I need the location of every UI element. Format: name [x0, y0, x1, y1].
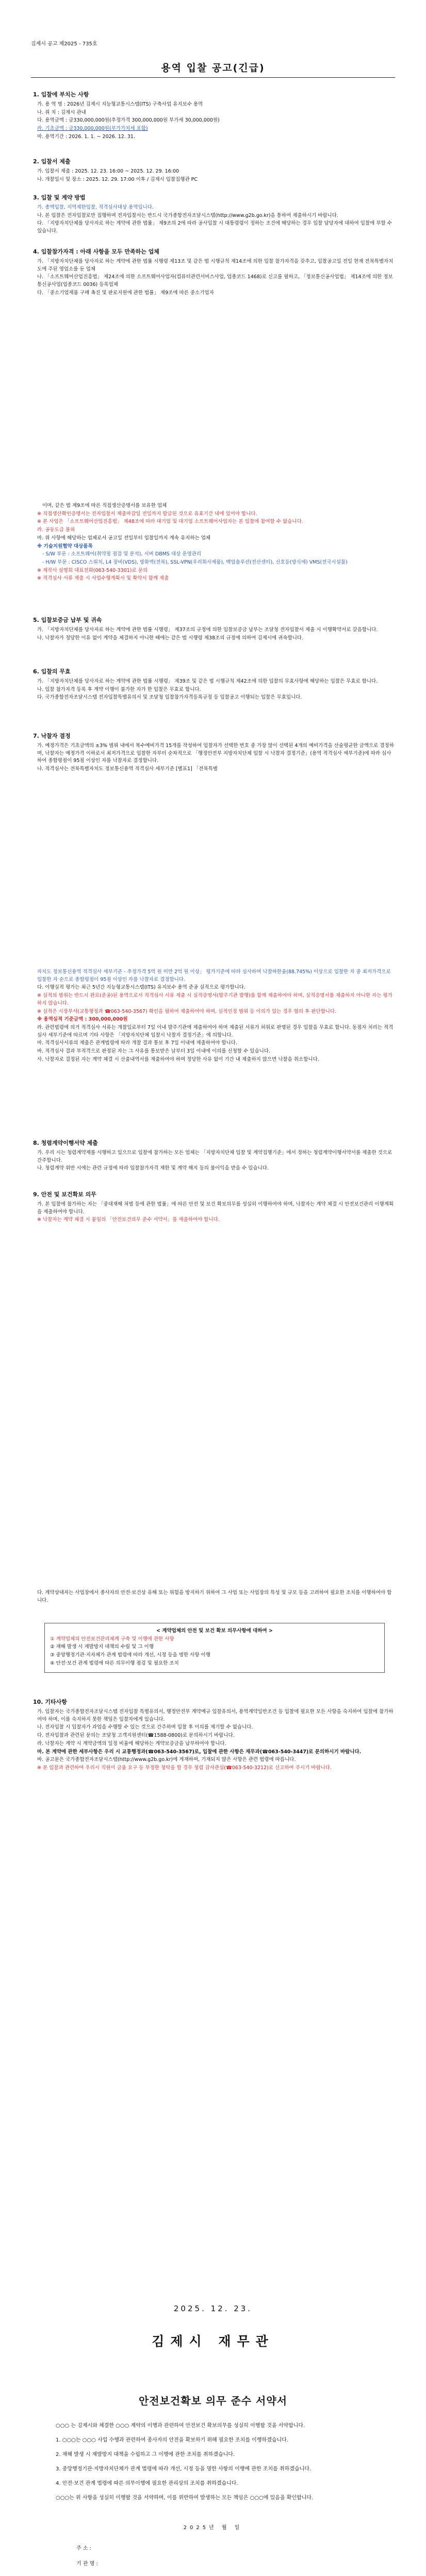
text-line: ※ 적격심사 서류 제출 시 사업수행계획서 및 확약서 함께 제출	[37, 575, 169, 582]
text-line: - S/W 부문 : 소프트웨어(취약점 점검 및 분석), 서버 DBMS 대상 운영관리	[42, 551, 202, 557]
section-heading: 10. 기타사항	[33, 1699, 67, 1705]
issue-date: 2025. 12. 23.	[173, 2304, 253, 2313]
text-line: 나. 본 입찰은 전자입찰로만 집행하며 전자입찰서는 반드시 국가종합전자조달시스템(http://www.g2b.go.kr)을 통하여 제출하시기 바랍니다.	[37, 212, 338, 218]
section-heading: 5. 입찰보증금 납부 및 귀속	[33, 617, 102, 623]
title-divider	[31, 77, 395, 78]
form-fields	[76, 2544, 370, 2576]
text-line: 다. 「중소기업제품 구매 촉진 및 판로지원에 관한 법률」 제9조에 따른 중소기업자	[37, 290, 214, 296]
text-line: 라. 기초금액 : 금330,000,000원(부가가치세 포함)	[37, 126, 148, 132]
text-line: 마. 위 사항에 해당하는 업체로서 공고일 전일부터 입찰일까지 계속 유지하는 업체	[37, 535, 211, 541]
organization-field[interactable]: 기 관 명 :	[76, 2561, 98, 2567]
section-1	[33, 90, 394, 142]
text-line: 가. 우리 시는 청렴계약제를 시행하고 있으므로 입찰에 참가하는 모든 업체는 「지방자치단체 입찰 및 계약집행기준」에서 정하는 청렴계약이행서약서를 제출한 것으로 간주합니다.	[37, 1150, 392, 1163]
text-line: 마. 적격심사서류의 제출은 관계법령에 따라 개찰 결과 통보 후 7일 이내에 제출하여야 합니다.	[37, 1040, 237, 1046]
pledge-form-title: 안전보건확보 의무 준수 서약서	[138, 2395, 288, 2407]
form-paragraph: ○○○ 는 김제시와 체결한 ○○○ 계약의 이행과 관련하여 안전보건 확보의무를 성실히 이행할 것을 서약합니다.	[56, 2423, 305, 2429]
section-8	[33, 1139, 394, 1173]
text-line: 가. 「지방자치단체를 당사자로 하는 계약에 관한 법률 시행령」 제37조의 규정에 의한 입찰보증금 납부는 조달청 전자입찰서 제출 시 이행확약서로 갈음합니다.	[37, 627, 378, 633]
issuer-signature: 김제시 재무관	[152, 2334, 274, 2349]
form-paragraph: 4. 안전·보건 관계 법령에 따른 의무이행에 필요한 관리상의 조치를 취하겠습니다.	[56, 2481, 238, 2486]
section-7-continued	[33, 969, 394, 1064]
form-paragraph: ○○○는 위 사항을 성실히 이행할 것을 서약하며, 이를 위반하여 발생하는 모든 책임은 ○○○에 있음을 확인합니다.	[56, 2495, 314, 2501]
text-line: 나. 청렴계약 위반 시에는 관련 규정에 따라 입찰참가자격 제한 및 계약 해지 등의 불이익을 받을 수 있습니다.	[37, 1165, 269, 1172]
text-line: ※ 본 사업은 「소프트웨어산업진흥법」 제48조에 따라 대기업 및 대기업 소프트웨어사업자는 본 입찰에 참여할 수 없습니다.	[37, 519, 303, 525]
text-line: 나. 개찰일시 및 장소 : 2025. 12. 29. 17:00 이후 / 김제시 입찰집행관 PC	[37, 176, 198, 182]
section-5	[33, 616, 394, 642]
text-line: ※ 실적의 범위는 반드시 완료(준공)된 용역으로서 적격심사 서류 제출 시 실적증명서(발주기관 발행)를 함께 제출하여야 하며, 실적증명서를 제출하지 아니한 자는 평가하지 않습니다.	[37, 993, 392, 1006]
section-4	[33, 247, 394, 298]
text-line: ※ 본 입찰과 관련하여 우리시 직원이 금품 요구 등 부정한 청탁을 할 경우 청렴 감사관실(☎063-540-3212)로 신고하여 주시기 바랍니다.	[37, 1765, 332, 1771]
form-paragraph: 2. 재해 발생 시 재발방지 대책을 수립하고 그 이행에 관한 조치를 취하겠습니다.	[56, 2452, 235, 2458]
text-line: 가. 입찰자는 국가종합전자조달시스템 전자입찰 특별유의서, 행정안전부 계약예규 입찰유의서, 용역계약일반조건 등 입찰에 필요한 모든 사항을 숙지하여 입찰에 참가하여야 하며, 이를 숙지하지 못한 책임은 입찰자에게 있습니다.	[37, 1709, 394, 1722]
form-paragraph: 3. 중앙행정기관·지방자치단체가 관계 법령에 따라 개선, 시정 등을 명한 사항의 이행에 관한 조치를 취하겠습니다.	[56, 2466, 312, 2472]
text-line: ※ 직접생산확인증명서는 전자입찰서 제출마감일 전일까지 발급된 것으로 유효기간 내에 있어야 합니다.	[37, 511, 257, 517]
notice-number: 김제시 공고 제2025 - 735호	[31, 41, 97, 47]
section-3	[33, 193, 394, 236]
section-heading: 8. 청렴계약이행서약 제출	[33, 1140, 98, 1146]
text-line: 다. 국가종합전자조달시스템 전자입찰특별유의서 및 조달청 입찰참가자격등록규정 등 입찰공고 이행되는 입찰은 무효입니다.	[37, 694, 302, 701]
section-7	[33, 732, 394, 774]
text-line: 가. 입찰서 제출 : 2025. 12. 23. 16:00 ~ 2025. 12. 29. 16:00	[37, 168, 179, 175]
text-line: 사. 낙찰자로 결정된 자는 계약 체결 시 산출내역서를 제출하여야 하며 정당한 사유 없이 기간 내 제출하지 않으면 낙찰을 취소합니다.	[37, 1056, 319, 1062]
section-9	[33, 1190, 394, 1225]
document-title: 용역 입찰 공고(긴급)	[161, 62, 265, 74]
text-line: ※ 낙찰자는 계약 체결 시 붙임의 「안전보건의무 준수 서약서」를 제출하여야 합니다.	[37, 1217, 220, 1223]
text-line: 가. 「지방자치단체를 당사자로 하는 계약에 관한 법률 시행령」 제39조 및 같은 법 시행규칙 제42조에 의한 입찰의 무효사항에 해당하는 입찰은 무효로 합니다.	[37, 679, 378, 685]
section-6	[33, 667, 394, 702]
text-line: 다. 「지방자치단체를 당사자로 하는 계약에 관한 법률」 제9조의 2에 따라 공사입찰 시 대통령령이 정하는 조건에 해당하는 경우 입찰 담당자에 대하여 입찰에 부할 수 있습니다.	[37, 221, 392, 234]
text-line: 다. 전자입찰과 관련된 문의는 조달청 고객지원센터(☎1588-0800)로 문의하시기 바랍니다.	[37, 1733, 235, 1739]
obligation-box	[44, 1623, 385, 1673]
box-item: ③ 중앙행정기관·지자체가 관계 법령에 따라 개선, 시정 등을 명한 사항 이행	[50, 1652, 210, 1658]
box-heading: < 계약업체의 안전 및 보건 확보 의무사항에 대하여 >	[156, 1628, 273, 1634]
text-line: 가. 본 입찰에 참가하는 자는 「중대재해 처벌 등에 관한 법률」에 따른 안전 및 보건 확보의무를 성실히 이행하여야 하며, 낙찰자는 계약 체결 시 안전보건관리 이행계획을 제출하여야 합니다.	[37, 1201, 394, 1215]
text-line: 나. 위 치 : 김제시 관내	[37, 109, 86, 115]
section-4-continued	[33, 502, 394, 583]
text-line: 나. 전자입찰 시 입찰자가 과업을 수행할 수 있는 것으로 간주하며 입찰 후 이의를 제기할 수 없습니다.	[37, 1724, 253, 1731]
text-line: 라. 관련법령에 의거 적격심사 서류는 개찰일로부터 7일 이내 발주기관에 제출하여야 하며 제출된 서류가 허위로 판명된 경우 입찰을 무효로 합니다. 동점자 처리는 적격심사 세부기준에 따르며 기타 사항은 「지방자치단체 입찰시 낙찰자 결정기준」에 의합니다.	[37, 1025, 394, 1038]
section-heading: 1. 입찰에 부치는 사항	[33, 91, 89, 98]
text-line: 나. 적격심사는 전북특별자치도 정보통신용역 적격심사 세부기준 [별표1] 「전북특별	[37, 766, 218, 772]
text-line: 나. 입찰 참가자격 등록 후 계약 이행이 불가한 자가 한 입찰은 무효로 합니다.	[37, 686, 201, 692]
section-9-continued	[33, 1589, 394, 1605]
text-line: 다. 용역금액 : 금330,000,000원(추정가격 300,000,000원 부가세 30,000,000원)	[37, 117, 220, 124]
section-heading: 9. 안전 및 보건확보 의무	[33, 1191, 96, 1198]
text-line: 라. 낙찰자는 계약 시 계약금액의 일정 비율에 해당하는 계약보증금을 납부하여야 합니다.	[37, 1740, 226, 1747]
text-line: 바. 공고문은 국가종합전자조달시스템(http://www.g2b.go.kr)에 게재하며, 기재되지 않은 사항은 관련 법령에 따릅니다.	[37, 1757, 296, 1763]
address-field[interactable]: 주 소 :	[76, 2546, 92, 2551]
text-line: 나. 「소프트웨어산업진흥법」 제24조에 의한 소프트웨어사업자(컴퓨터관련서비스사업, 업종코드 1468)로 신고를 필하고, 「정보통신공사업법」 제14조에 의한 정보통신공사업(업종코드 0036) 등록업체	[37, 274, 393, 288]
box-item: ② 재해 발생 시 재발방지 대책의 수립 및 그 이행	[50, 1644, 154, 1650]
text-line: 나. 낙찰자가 정당한 이유 없이 계약을 체결하지 아니한 때에는 같은 법 시행령 제38조의 규정에 의하여 김제시에 귀속합니다.	[37, 635, 304, 641]
section-heading: 2. 입찰서 제출	[33, 158, 71, 165]
text-line: 가. 총액입찰, 지역제한입찰, 적격심사대상 용역입니다.	[37, 205, 154, 211]
text-line: 가. 용 역 명 : 2026년 김제시 지능형교통시스템(ITS) 구축사업 유지보수 용역	[37, 101, 203, 108]
section-heading: 4. 입찰참가자격 : 아래 사항을 모두 만족하는 업체	[33, 248, 159, 255]
form-paragraph: 1. ○○○는 ○○○ 사업 수행과 관련하여 종사자의 안전을 확보하기 위해 필요한 조치를 이행하겠습니다.	[56, 2437, 288, 2443]
section-2	[33, 157, 394, 184]
text-line: 마. 용역기간 : 2026. 1. 1. ~ 2026. 12. 31.	[37, 133, 135, 140]
text-line: ※ 기술지원협약 대상품목	[37, 543, 93, 549]
text-line: 가. 「지방자치단체를 당사자로 하는 계약에 관한 법률 시행령 제13조 및 같은 법 시행규칙 제14조에 의한 입찰 참가자격을 갖추고, 입찰공고일 전일 현재 전북특별자치도에 주된 영업소를 둔 업체	[37, 259, 394, 272]
text-line: 다. 이행실적 평가는 최근 5년간 지능형교통시스템(ITS) 유지보수 용역 준공 실적으로 평가합니다.	[37, 985, 245, 991]
form-date: 2025년 월 일	[183, 2525, 243, 2531]
text-line: 자치도 정보통신용역 적격심사 세부기준 - 추정가격 5억 원 미만 2억 원 이상」 평가기준에 따라 심사하며 낙찰하한율(88.745%) 이상으로 입찰한 자 중 최저가격으로 입찰한 자 순으로 종합평점이 95점 이상인 자를 낙찰자로 결정합니다.	[37, 969, 391, 982]
text-line: 이며, 같은 법 제9조에 따른 직접생산증명서를 보유한 업체	[42, 503, 167, 509]
section-heading: 3. 입찰 및 계약 방법	[33, 194, 86, 201]
box-item: ④ 안전·보건 관계 법령에 따른 의무이행 점검 및 필요한 조치	[50, 1660, 179, 1666]
box-item: ① 계약업체의 안전보건관리체계 구축 및 이행에 관한 사항	[50, 1636, 174, 1642]
text-line: 라. 공동도급 불허	[37, 527, 75, 533]
text-line: ※ 제작사 설명회 대표전화(063-540-3301)로 문의	[37, 567, 148, 573]
text-line: ※ 용역실적 기준금액 : 300,000,000원	[37, 1016, 128, 1023]
section-heading: 7. 낙찰자 결정	[33, 733, 71, 739]
text-line: 마. 본 계약에 관한 세부사항은 우리 시 교통행정과(☎063-540-3567)로, 입찰에 관한 사항은 재무과(☎063-540-3447)로 문의하시기 바랍니다.	[37, 1749, 362, 1755]
text-line: ※ 실적은 시장부서(교통행정과 ☎063-540-3567) 확인을 필하여 제출하여야 하며, 실적인정 범위 등 이의가 있는 경우 협의 후 판단합니다.	[37, 1008, 337, 1014]
text-line: 가. 예정가격은 기초금액의 ±3% 범위 내에서 복수예비가격 15개를 작성하여 입찰자가 선택한 번호 중 가장 많이 선택된 4개의 예비가격을 산술평균한 금액으로 결정하며, 낙찰자는 예정가격 이하로서 최저가격으로 입찰한 자부터 순차적으로 「행정안전부 지방자치단체 입찰 시 낙찰자 결정기준」(용역 적격심사 세부기준)에 따라 심사하여 종합평점이 95점 이상인 자를 낙찰자로 결정합니다.	[37, 743, 394, 764]
text-line: 다. 계약상대자는 사업장에서 종사자의 안전·보건상 유해 또는 위험을 방지하기 위하여 그 사업 또는 사업장의 특성 및 규모 등을 고려하여 필요한 조치를 이행하여야 합니다.	[37, 1590, 392, 1603]
text-line: 바. 적격심사 결과 부적격으로 판정된 자는 그 사유를 통보받은 날부터 3일 이내에 이의를 신청할 수 있습니다.	[37, 1048, 270, 1055]
section-heading: 6. 입찰의 무효	[33, 668, 71, 675]
pledge-form	[56, 2421, 370, 2576]
text-line: - H/W 부문 : CISCO 스위치, L4 장비(VDS), 방화벽(전북), SSL-VPN(우리회사제품), 백업솔루션(전산센터), 신호등(방식에) VMS(전국시설물)	[42, 560, 348, 566]
section-10	[33, 1698, 394, 1773]
